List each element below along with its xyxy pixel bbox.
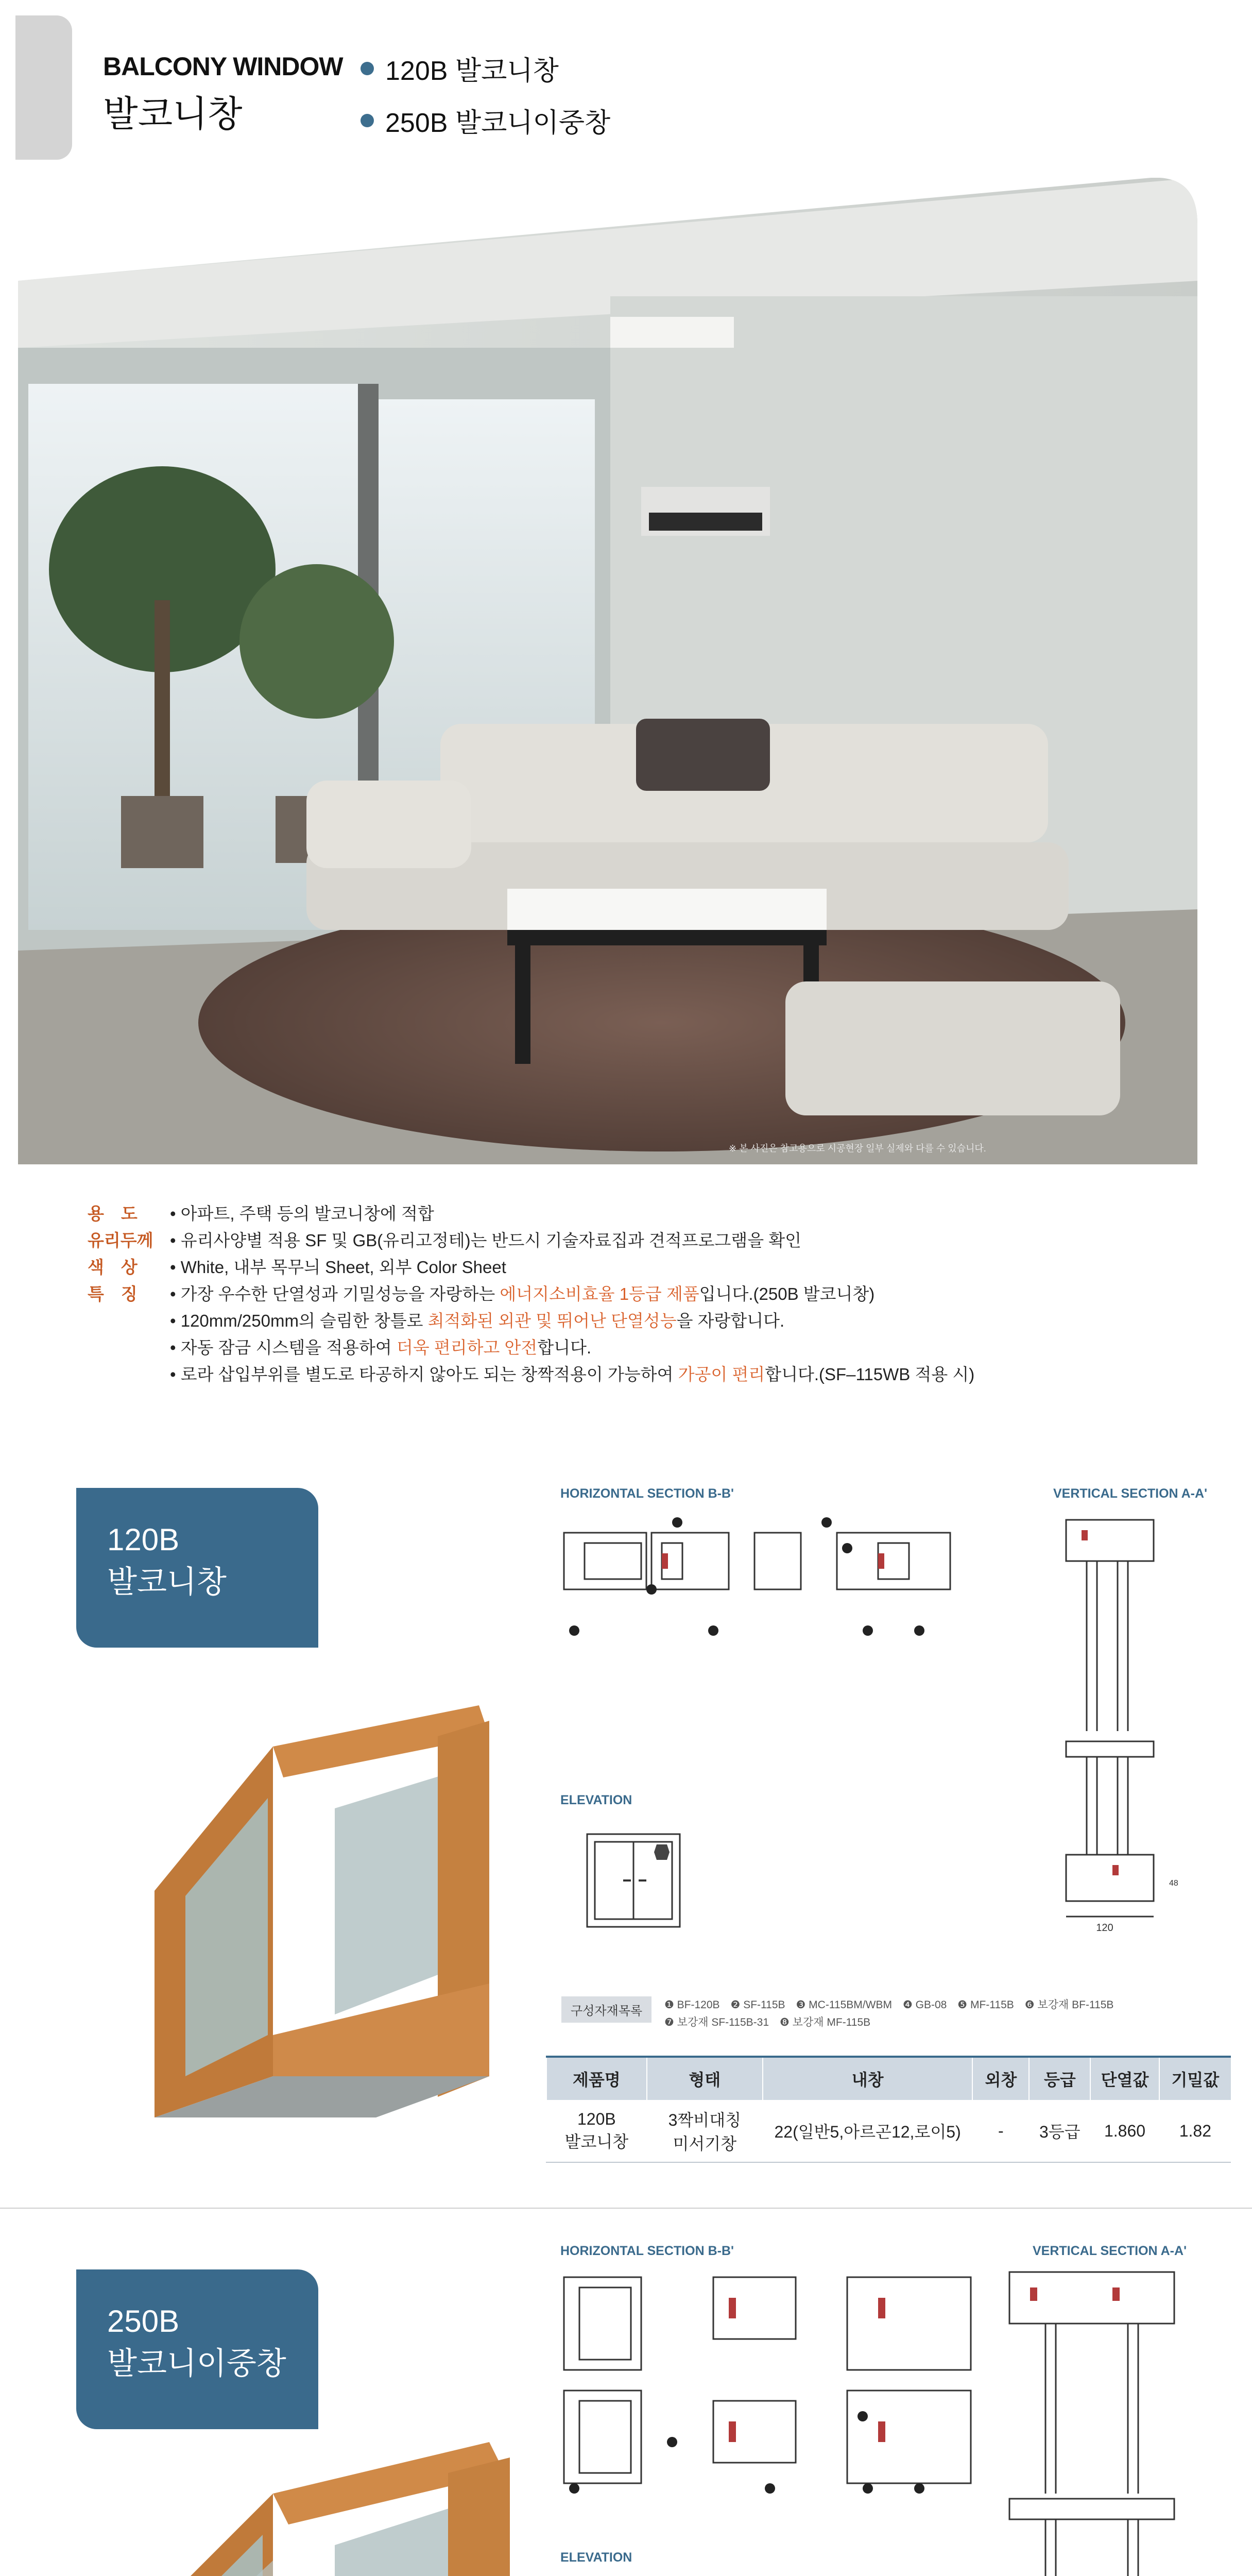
section-divider: [0, 2208, 1252, 2209]
spec-key: 색 상: [88, 1258, 138, 1277]
header-tab: [15, 15, 72, 160]
spec-value: • 자동 잠금 시스템을 적용하여 더욱 편리하고 안전합니다.: [170, 1338, 592, 1357]
spec-value: • 로라 삽입부위를 별도로 타공하지 않아도 되는 창짝적용이 가능하여 가공이 편리합니다.(SF–115WB 적용 시): [170, 1365, 975, 1384]
spec-value: • 아파트, 주택 등의 발코니창에 적합: [170, 1204, 434, 1223]
label-elevation: ELEVATION: [560, 2550, 632, 2565]
horizontal-section-drawing: [559, 1512, 961, 1646]
product-list-item: 250B 발코니이중창: [361, 101, 610, 140]
page-title-en: BALCONY WINDOW: [103, 52, 343, 81]
elevation-drawing: [567, 2571, 721, 2576]
vertical-section-drawing: [1045, 1515, 1179, 1937]
horizontal-section-drawing: [559, 2267, 981, 2494]
product-tag-120b: 120B 발코니창: [76, 1488, 318, 1648]
page-title-ko: 발코니창: [103, 94, 243, 134]
table-row: 120B 발코니창 3짝비대칭 미서기창 22(일반5,아르곤12,로이5) - 3등급 1.860 1.82: [546, 2100, 1231, 2162]
spec-key: 특 징: [88, 1284, 138, 1303]
label-elevation: ELEVATION: [560, 1793, 632, 1807]
parts-list: ❶ BF-120B ❷ SF-115B ❸ MC-115BM/WBM ❹ GB-08 ❺ MF-115B ❻ 보강재 BF-115B ❼ 보강재 SF-115B-31 ❽ 보강재 MF-115B: [664, 1999, 1114, 2028]
elevation-drawing: [567, 1814, 700, 1947]
interior-photo: [18, 178, 1197, 1164]
spec-value: • 120mm/250mm의 슬림한 창틀로 최적화된 외관 및 뛰어난 단열성능을 자랑합니다.: [170, 1311, 785, 1330]
spec-block: [88, 1200, 974, 1388]
window-render-120b: [118, 1674, 520, 2138]
vertical-section-drawing: [999, 2267, 1195, 2576]
photo-caption: ※ 본 사진은 참고용으로 시공현장 일부 실제와 다를 수 있습니다.: [729, 1143, 986, 1154]
label-vertical: VERTICAL SECTION A-A': [1053, 1486, 1208, 1501]
spec-value: • 가장 우수한 단열성과 기밀성능을 자랑하는 에너지소비효율 1등급 제품입니다.(250B 발코니창): [170, 1284, 875, 1303]
spec-value: • White, 내부 목무늬 Sheet, 외부 Color Sheet: [170, 1258, 506, 1277]
spec-key: 용 도: [88, 1204, 138, 1223]
product-tag-250b: 250B 발코니이중창: [76, 2269, 318, 2429]
spec-key: 유리두께: [88, 1231, 153, 1250]
spec-table-120b: 제품명 형태 내창 외창 등급 단열값 기밀값 120B 발코니창 3짝비대칭 미서기창 22(일반5,아르곤12,로이5) - 3등급 1.860 1.82: [546, 2056, 1231, 2163]
dimension-label: 120: [1096, 1922, 1113, 1934]
window-render-250b: [118, 2391, 530, 2576]
label-horizontal: HORIZONTAL SECTION B-B': [560, 2244, 734, 2258]
dimension-side-label: 48: [1169, 1879, 1178, 1888]
parts-label: 구성자재목록: [561, 1996, 651, 2023]
bullet-icon: [361, 62, 374, 75]
spec-value: • 유리사양별 적용 SF 및 GB(유리고정테)는 반드시 기술자료집과 견적프로그램을 확인: [170, 1231, 801, 1250]
product-list: [361, 49, 610, 153]
bullet-icon: [361, 114, 374, 127]
product-list-item: 120B 발코니창: [361, 49, 610, 88]
label-horizontal: HORIZONTAL SECTION B-B': [560, 1486, 734, 1501]
label-vertical: VERTICAL SECTION A-A': [1033, 2244, 1187, 2258]
